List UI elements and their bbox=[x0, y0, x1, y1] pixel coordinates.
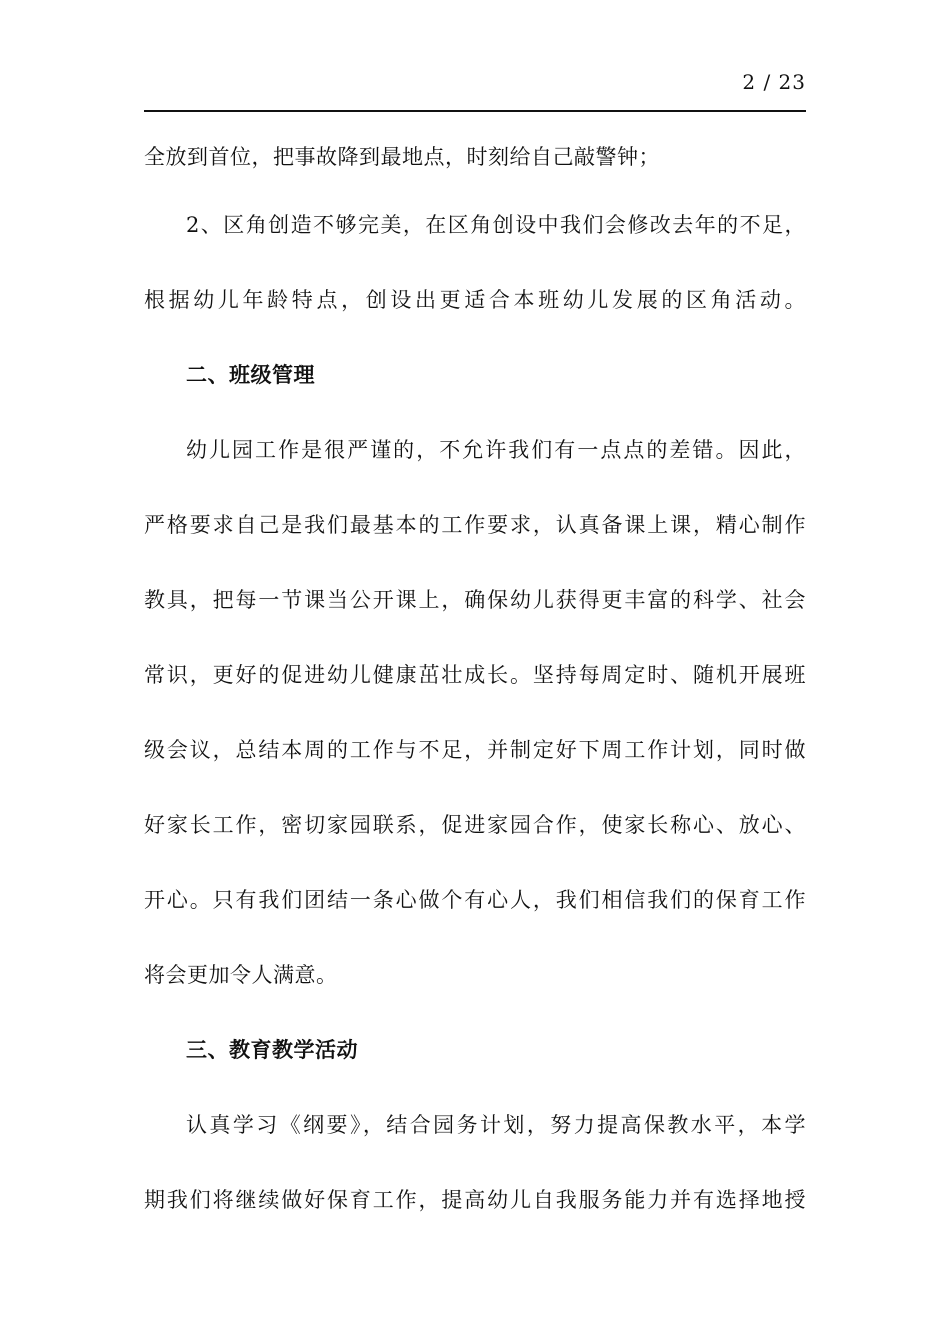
paragraph-line: 根据幼儿年龄特点，创设出更适合本班幼儿发展的区角活动。 bbox=[144, 288, 806, 312]
document-body bbox=[144, 126, 806, 1238]
section-heading-teaching-activities: 三、教育教学活动 bbox=[186, 1038, 358, 1062]
header-divider bbox=[144, 110, 806, 112]
paragraph-line: 认真学习《纲要》，结合园务计划，努力提高保教水平，本学 bbox=[186, 1113, 806, 1137]
paragraph-line: 期我们将继续做好保育工作，提高幼儿自我服务能力并有选择地授 bbox=[144, 1188, 806, 1212]
paragraph-line: 将会更加令人满意。 bbox=[144, 963, 338, 987]
paragraph-line: 2、区角创造不够完美，在区角创设中我们会修改去年的不足， bbox=[186, 213, 806, 237]
paragraph-line: 好家长工作，密切家园联系，促进家园合作，使家长称心、放心、 bbox=[144, 813, 806, 837]
paragraph-line: 幼儿园工作是很严谨的，不允许我们有一点点的差错。因此， bbox=[186, 438, 806, 462]
paragraph-line: 严格要求自己是我们最基本的工作要求，认真备课上课，精心制作 bbox=[144, 513, 806, 537]
paragraph-line: 常识，更好的促进幼儿健康茁壮成长。坚持每周定时、随机开展班 bbox=[144, 663, 806, 687]
paragraph-line: 全放到首位，把事故降到最地点，时刻给自己敲警钟； bbox=[144, 145, 660, 169]
paragraph-line: 教具，把每一节课当公开课上，确保幼儿获得更丰富的科学、社会 bbox=[144, 588, 806, 612]
section-heading-class-management: 二、班级管理 bbox=[186, 363, 315, 387]
paragraph-line: 开心。只有我们团结一条心做个有心人，我们相信我们的保育工作 bbox=[144, 888, 806, 912]
paragraph-line: 级会议，总结本周的工作与不足，并制定好下周工作计划，同时做 bbox=[144, 738, 806, 762]
page-number: 2 / 23 bbox=[742, 70, 806, 94]
